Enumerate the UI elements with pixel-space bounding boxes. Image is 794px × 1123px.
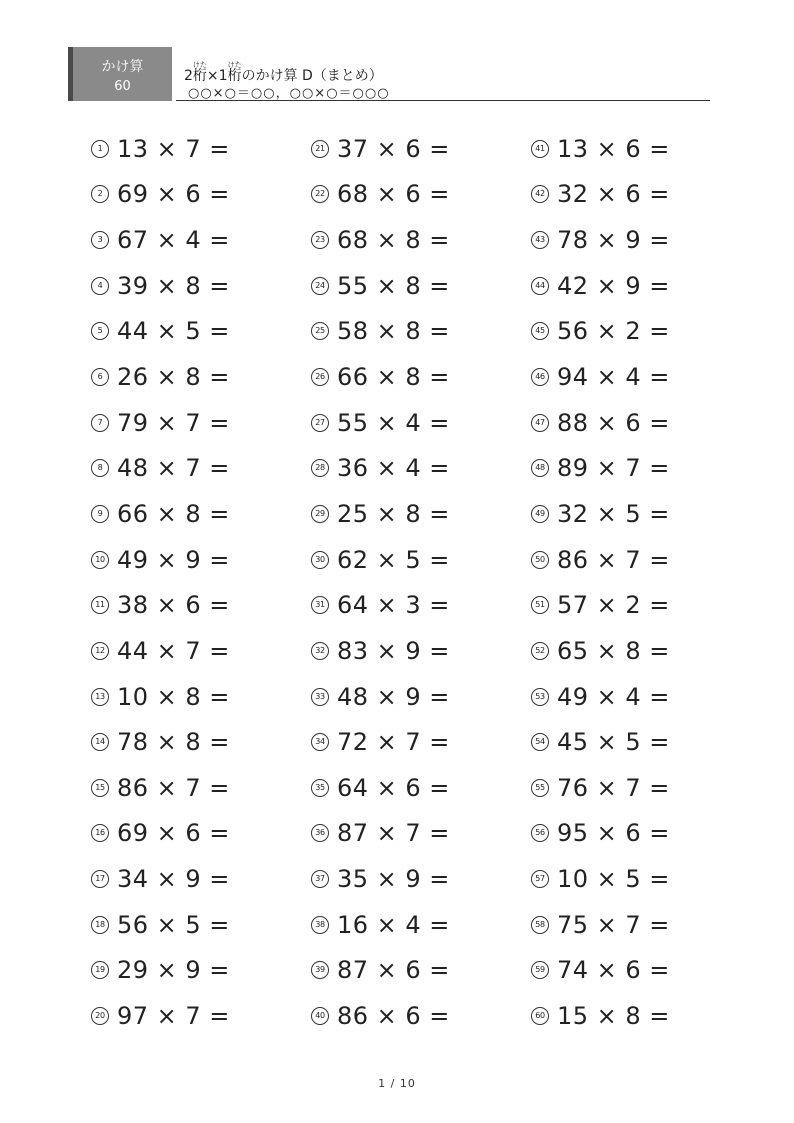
title-kanji: 桁けた bbox=[227, 61, 242, 84]
problem-expression: 37 × 6 = bbox=[337, 134, 450, 163]
problem-number: 54 bbox=[531, 733, 549, 751]
problem-expression: 88 × 6 = bbox=[557, 408, 670, 437]
problem-item bbox=[91, 445, 301, 491]
problem-item bbox=[311, 582, 521, 628]
problem-number: 36 bbox=[311, 824, 329, 842]
problem-expression: 68 × 6 = bbox=[337, 180, 450, 209]
problem-number: 30 bbox=[311, 551, 329, 569]
problem-expression: 64 × 6 = bbox=[337, 773, 450, 802]
problem-expression: 97 × 7 = bbox=[117, 1001, 230, 1030]
problem-expression: 78 × 8 = bbox=[117, 728, 230, 757]
problem-number: 35 bbox=[311, 779, 329, 797]
problem-item bbox=[91, 491, 301, 537]
problem-item bbox=[311, 628, 521, 674]
problem-number: 26 bbox=[311, 368, 329, 386]
category-label: かけ算 bbox=[101, 59, 144, 75]
problem-expression: 62 × 5 = bbox=[337, 545, 450, 574]
problem-item bbox=[311, 537, 521, 583]
problem-item bbox=[311, 354, 521, 400]
problem-number: 55 bbox=[531, 779, 549, 797]
problem-expression: 87 × 6 = bbox=[337, 956, 450, 985]
problem-number: 21 bbox=[311, 140, 329, 158]
problem-item bbox=[311, 993, 521, 1039]
title-text: 2 bbox=[184, 68, 193, 84]
problem-item bbox=[311, 217, 521, 263]
furigana: けた bbox=[227, 61, 242, 69]
problem-expression: 16 × 4 = bbox=[337, 910, 450, 939]
problem-item bbox=[91, 948, 301, 994]
problem-item bbox=[311, 719, 521, 765]
problem-expression: 44 × 5 = bbox=[117, 317, 230, 346]
problem-number: 43 bbox=[531, 231, 549, 249]
problem-number: 46 bbox=[531, 368, 549, 386]
problem-item bbox=[91, 582, 301, 628]
problem-expression: 66 × 8 = bbox=[337, 363, 450, 392]
problem-number: 20 bbox=[91, 1007, 109, 1025]
problem-expression: 69 × 6 = bbox=[117, 180, 230, 209]
problem-number: 34 bbox=[311, 733, 329, 751]
problem-item bbox=[311, 856, 521, 902]
problem-number: 50 bbox=[531, 551, 549, 569]
problem-number: 8 bbox=[91, 459, 109, 477]
problem-expression: 58 × 8 = bbox=[337, 317, 450, 346]
problem-item bbox=[311, 126, 521, 172]
problem-number: 42 bbox=[531, 185, 549, 203]
problem-expression: 86 × 6 = bbox=[337, 1001, 450, 1030]
problem-expression: 76 × 7 = bbox=[557, 773, 670, 802]
problem-number: 23 bbox=[311, 231, 329, 249]
problem-number: 41 bbox=[531, 140, 549, 158]
problem-number: 39 bbox=[311, 961, 329, 979]
problem-expression: 55 × 4 = bbox=[337, 408, 450, 437]
problem-number: 56 bbox=[531, 824, 549, 842]
problem-item bbox=[91, 674, 301, 720]
problem-number: 38 bbox=[311, 916, 329, 934]
title-text: × bbox=[206, 68, 219, 84]
problem-number: 60 bbox=[531, 1007, 549, 1025]
problem-number: 11 bbox=[91, 596, 109, 614]
problem-expression: 69 × 6 = bbox=[117, 819, 230, 848]
problem-item bbox=[311, 309, 521, 355]
problem-number: 1 bbox=[91, 140, 109, 158]
problem-item bbox=[91, 172, 301, 218]
problem-number: 52 bbox=[531, 642, 549, 660]
problem-item bbox=[531, 445, 741, 491]
title-text: のかけ算 D（まとめ） bbox=[241, 68, 383, 84]
problem-item bbox=[311, 902, 521, 948]
problem-item bbox=[91, 400, 301, 446]
problem-item bbox=[531, 537, 741, 583]
problem-expression: 78 × 9 = bbox=[557, 226, 670, 255]
problem-number: 10 bbox=[91, 551, 109, 569]
problem-number: 29 bbox=[311, 505, 329, 523]
problem-expression: 32 × 5 = bbox=[557, 499, 670, 528]
problem-expression: 56 × 2 = bbox=[557, 317, 670, 346]
problem-item bbox=[91, 354, 301, 400]
title-kanji: 桁けた bbox=[192, 61, 207, 84]
problem-number: 12 bbox=[91, 642, 109, 660]
problem-number: 58 bbox=[531, 916, 549, 934]
problem-item bbox=[311, 172, 521, 218]
problem-item bbox=[91, 309, 301, 355]
problem-item bbox=[311, 445, 521, 491]
problem-item bbox=[531, 263, 741, 309]
problem-number: 25 bbox=[311, 322, 329, 340]
problem-expression: 45 × 5 = bbox=[557, 728, 670, 757]
problem-item bbox=[531, 400, 741, 446]
problem-item bbox=[91, 217, 301, 263]
problem-column-3 bbox=[531, 126, 741, 1039]
problem-number: 27 bbox=[311, 414, 329, 432]
problem-number: 57 bbox=[531, 870, 549, 888]
problem-number: 33 bbox=[311, 688, 329, 706]
problem-item bbox=[91, 263, 301, 309]
problem-item bbox=[531, 811, 741, 857]
problem-number: 6 bbox=[91, 368, 109, 386]
problem-expression: 49 × 4 = bbox=[557, 682, 670, 711]
worksheet-subtitle: ○○×○＝○○，○○×○＝○○○ bbox=[188, 86, 390, 101]
problem-number: 31 bbox=[311, 596, 329, 614]
problem-expression: 67 × 4 = bbox=[117, 226, 230, 255]
problem-number: 32 bbox=[311, 642, 329, 660]
problem-expression: 79 × 7 = bbox=[117, 408, 230, 437]
problem-number: 44 bbox=[531, 277, 549, 295]
problem-expression: 15 × 8 = bbox=[557, 1001, 670, 1030]
problem-expression: 95 × 6 = bbox=[557, 819, 670, 848]
problem-expression: 86 × 7 = bbox=[117, 773, 230, 802]
problem-grid bbox=[91, 126, 731, 1046]
problem-expression: 75 × 7 = bbox=[557, 910, 670, 939]
title-area bbox=[176, 47, 710, 101]
problem-expression: 48 × 7 = bbox=[117, 454, 230, 483]
problem-number: 24 bbox=[311, 277, 329, 295]
problem-number: 59 bbox=[531, 961, 549, 979]
problem-item bbox=[311, 263, 521, 309]
problem-number: 15 bbox=[91, 779, 109, 797]
problem-item bbox=[311, 674, 521, 720]
problem-expression: 36 × 4 = bbox=[337, 454, 450, 483]
problem-column-2 bbox=[311, 126, 521, 1039]
problem-number: 13 bbox=[91, 688, 109, 706]
problem-item bbox=[531, 993, 741, 1039]
problem-number: 3 bbox=[91, 231, 109, 249]
problem-item bbox=[531, 856, 741, 902]
problem-number: 9 bbox=[91, 505, 109, 523]
problem-number: 2 bbox=[91, 185, 109, 203]
problem-item bbox=[311, 765, 521, 811]
problem-number: 5 bbox=[91, 322, 109, 340]
problem-item bbox=[311, 811, 521, 857]
problem-item bbox=[531, 217, 741, 263]
problem-expression: 74 × 6 = bbox=[557, 956, 670, 985]
problem-expression: 87 × 7 = bbox=[337, 819, 450, 848]
problem-item bbox=[311, 491, 521, 537]
problem-expression: 48 × 9 = bbox=[337, 682, 450, 711]
problem-expression: 65 × 8 = bbox=[557, 636, 670, 665]
problem-expression: 83 × 9 = bbox=[337, 636, 450, 665]
problem-expression: 89 × 7 = bbox=[557, 454, 670, 483]
problem-number: 49 bbox=[531, 505, 549, 523]
problem-item bbox=[531, 126, 741, 172]
problem-item bbox=[311, 948, 521, 994]
problem-expression: 44 × 7 = bbox=[117, 636, 230, 665]
problem-number: 48 bbox=[531, 459, 549, 477]
problem-expression: 57 × 2 = bbox=[557, 591, 670, 620]
problem-item bbox=[531, 902, 741, 948]
worksheet-number: 60 bbox=[114, 79, 131, 94]
problem-item bbox=[91, 902, 301, 948]
problem-expression: 35 × 9 = bbox=[337, 865, 450, 894]
problem-expression: 64 × 3 = bbox=[337, 591, 450, 620]
problem-expression: 42 × 9 = bbox=[557, 271, 670, 300]
problem-expression: 55 × 8 = bbox=[337, 271, 450, 300]
problem-number: 7 bbox=[91, 414, 109, 432]
problem-item bbox=[531, 765, 741, 811]
problem-item bbox=[91, 628, 301, 674]
problem-expression: 49 × 9 = bbox=[117, 545, 230, 574]
problem-expression: 32 × 6 = bbox=[557, 180, 670, 209]
problem-item bbox=[311, 400, 521, 446]
problem-item bbox=[91, 537, 301, 583]
problem-expression: 68 × 8 = bbox=[337, 226, 450, 255]
problem-number: 19 bbox=[91, 961, 109, 979]
problem-item bbox=[531, 628, 741, 674]
problem-expression: 10 × 5 = bbox=[557, 865, 670, 894]
problem-expression: 38 × 6 = bbox=[117, 591, 230, 620]
problem-expression: 86 × 7 = bbox=[557, 545, 670, 574]
problem-number: 47 bbox=[531, 414, 549, 432]
problem-expression: 66 × 8 = bbox=[117, 499, 230, 528]
furigana: けた bbox=[192, 61, 207, 69]
problem-number: 4 bbox=[91, 277, 109, 295]
problem-expression: 34 × 9 = bbox=[117, 865, 230, 894]
title-text: 1 bbox=[218, 68, 228, 84]
problem-number: 22 bbox=[311, 185, 329, 203]
problem-item bbox=[531, 309, 741, 355]
problem-number: 18 bbox=[91, 916, 109, 934]
problem-item bbox=[531, 948, 741, 994]
problem-expression: 94 × 4 = bbox=[557, 363, 670, 392]
problem-number: 37 bbox=[311, 870, 329, 888]
problem-expression: 29 × 9 = bbox=[117, 956, 230, 985]
problem-expression: 72 × 7 = bbox=[337, 728, 450, 757]
problem-expression: 13 × 7 = bbox=[117, 134, 230, 163]
problem-number: 45 bbox=[531, 322, 549, 340]
problem-item bbox=[91, 811, 301, 857]
problem-item bbox=[91, 719, 301, 765]
problem-number: 28 bbox=[311, 459, 329, 477]
problem-column-1 bbox=[91, 126, 301, 1039]
problem-expression: 25 × 8 = bbox=[337, 499, 450, 528]
problem-item bbox=[91, 126, 301, 172]
problem-item bbox=[91, 856, 301, 902]
problem-item bbox=[91, 765, 301, 811]
page-number: 1 / 10 bbox=[378, 1077, 416, 1090]
problem-expression: 39 × 8 = bbox=[117, 271, 230, 300]
problem-item bbox=[531, 354, 741, 400]
problem-item bbox=[531, 491, 741, 537]
problem-number: 16 bbox=[91, 824, 109, 842]
problem-expression: 13 × 6 = bbox=[557, 134, 670, 163]
problem-expression: 56 × 5 = bbox=[117, 910, 230, 939]
worksheet-badge bbox=[68, 47, 172, 101]
problem-number: 17 bbox=[91, 870, 109, 888]
problem-expression: 10 × 8 = bbox=[117, 682, 230, 711]
problem-item bbox=[531, 674, 741, 720]
problem-item bbox=[531, 582, 741, 628]
problem-number: 53 bbox=[531, 688, 549, 706]
problem-item bbox=[91, 993, 301, 1039]
problem-expression: 26 × 8 = bbox=[117, 363, 230, 392]
problem-number: 40 bbox=[311, 1007, 329, 1025]
problem-number: 14 bbox=[91, 733, 109, 751]
problem-number: 51 bbox=[531, 596, 549, 614]
problem-item bbox=[531, 172, 741, 218]
problem-item bbox=[531, 719, 741, 765]
